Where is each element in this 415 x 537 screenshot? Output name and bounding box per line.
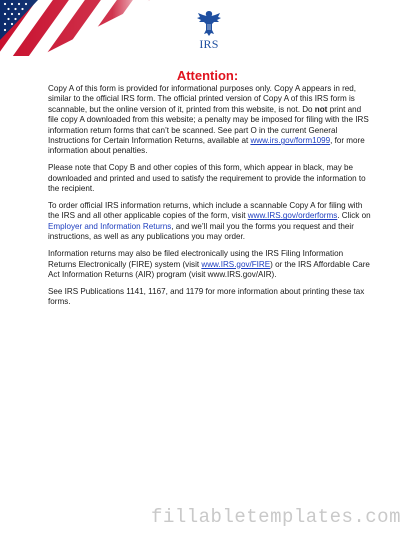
bold-not: not (314, 104, 328, 114)
paragraph-copy-b: Please note that Copy B and other copies of this form, which appear in black, may be downloaded and printed and used to satisfy the requirement to provide the information to the recipient. (48, 163, 366, 194)
text-span: , and we’ll mail you the forms you request and their instructions, as well as any publications you may order. (48, 221, 354, 242)
text-span: print and file copy A downloaded from this website; a penalty may be imposed for filing with the IRS information return forms that can’t be scanned. See part O in the current General Instructions for Certain Information Returns, available at (48, 104, 369, 146)
link-form1099[interactable]: www.irs.gov/form1099 (250, 136, 331, 146)
paragraph-electronic-filing (48, 249, 372, 280)
link-orderforms[interactable]: www.IRS.gov/orderforms (247, 211, 338, 221)
notice-body (48, 84, 372, 314)
text-span: ) or the IRS Affordable Care Act Information Returns (AIR) program (visit www.IRS.gov/AIR). (48, 259, 370, 279)
text-span: Information returns may also be filed electronically using the IRS Filing Information Returns Electronically (FIRE) system (visit (48, 249, 344, 269)
text-span: To order official IRS information returns, which include a scannable Copy A for filing with the IRS and all other applicable copies of the form, visit (48, 201, 363, 221)
text-span: Copy A of this form is provided for informational purposes only. Copy A appears in red, similar to the official IRS form. The official printed version of Copy A of this IRS form is scannable, but the online version of it, printed from this website, is not. Do (48, 84, 357, 114)
paragraph-order-forms (48, 201, 372, 243)
watermark-text: fillabletemplates.com (151, 506, 401, 528)
irs-logo-text: IRS (199, 37, 219, 51)
text-span: . Click on (337, 211, 371, 221)
link-fire[interactable]: www.IRS.gov/FIRE (201, 259, 271, 269)
text-span: , for more information about penalties. (48, 136, 365, 156)
attention-title: Attention: (176, 68, 239, 83)
link-employer-info-returns[interactable]: Employer and Information Returns (48, 221, 172, 231)
us-flag-icon (0, 0, 150, 56)
paragraph-publications: See IRS Publications 1141, 1167, and 1179 for more information about printing these tax forms. (48, 286, 365, 307)
paragraph-copy-a (48, 84, 372, 157)
